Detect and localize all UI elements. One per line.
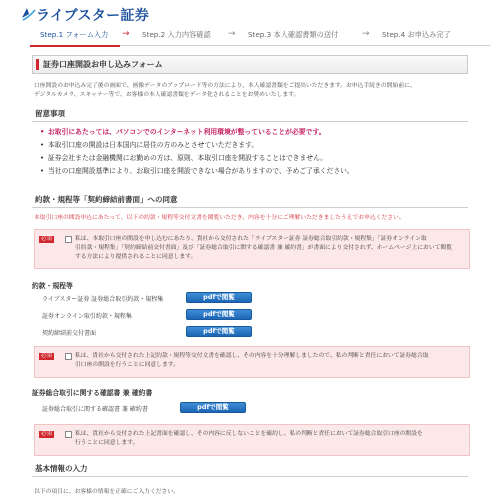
basic-info-note: 以下の項目に、お客様の情報を正確にご入力ください。	[34, 489, 179, 495]
notice-heading: 留意事項	[32, 108, 468, 122]
pdf-view-button-2[interactable]: pdfで閲覧	[186, 309, 252, 320]
site-header	[0, 0, 500, 28]
required-badge: 必須	[41, 431, 53, 437]
star-swoosh-icon	[20, 6, 36, 22]
agree-checkbox-3[interactable]	[65, 431, 72, 438]
confirm-heading: 証券総合取引に関する確認書 兼 確約書	[32, 389, 153, 397]
pdf-view-button-3[interactable]: pdfで閲覧	[186, 326, 252, 337]
agree-line: 行うことに同意します。	[75, 440, 139, 446]
step-2: Step.2 入力内容確認	[142, 30, 211, 39]
required-badge: 必須	[41, 353, 53, 359]
arrow-right-icon: →	[228, 29, 236, 39]
agree-line: する方法により提供されることに同意します。	[75, 254, 197, 260]
title-accent-bar	[36, 59, 39, 70]
doc-label: ライブスター証券 証券総合取引約款・規程集	[42, 296, 164, 303]
page-title-box	[32, 55, 468, 74]
notice-list	[40, 126, 470, 178]
step-4: Step.4 お申込み完了	[382, 30, 451, 39]
agree-checkbox-1[interactable]	[65, 236, 72, 243]
step-divider	[120, 45, 490, 46]
agree-checkbox-2[interactable]	[65, 353, 72, 360]
doc-label: 証券総合取引に関する確認書 兼 確約書	[42, 406, 148, 413]
pdf-view-button-4[interactable]: pdfで閲覧	[180, 402, 246, 413]
required-badge: 必須	[41, 236, 53, 242]
doc-label: 証券オンライン取引約款・規程集	[42, 313, 132, 320]
intro-line: 口座開設のお申込み完了後の画面で、画像データのアップロード等の方法により、本人確認書類をご提出いただきます。お申込手続きの開始前に、	[34, 83, 416, 89]
agree-line: 私は、貴社から交付された上記書面を確認し、その内容に反しないことを確約し、私の判断と責任において証券総合取引口座の開設を	[75, 431, 423, 437]
logo-text[interactable]: ライブスター証券	[36, 8, 149, 24]
agree-box-2	[34, 346, 470, 378]
agree-text-1	[75, 235, 465, 262]
notice-item: • 本取引口座の開設は日本国内に居住の方のみとさせていただきます。	[40, 139, 470, 152]
notice-item: • 証券会社または金融機関にお勤めの方は、原則、本取引口座を開設することはできません。	[40, 152, 470, 165]
notice-item: • 当社の口座開設基準により、お取引口座を開設できない場合がありますので、予めご了承ください。	[40, 165, 470, 178]
progress-steps	[30, 30, 485, 44]
agree-line: 私は、本取引口座の開設を申し込むにあたり、貴社から交付された「ライブスター証券 証券総合取引約款・規程集」「証券オンライン取	[75, 236, 427, 242]
agree-box-1	[34, 229, 470, 269]
arrow-right-icon: →	[122, 29, 130, 39]
agree-text-2	[75, 352, 465, 370]
page-title: 証券口座開設お申し込みフォーム	[43, 60, 163, 69]
active-step-underline	[30, 45, 120, 47]
agree-box-3	[34, 424, 470, 456]
step-1: Step.1 フォーム入力	[40, 30, 109, 39]
pdf-view-button-1[interactable]: pdfで閲覧	[186, 292, 252, 303]
arrow-right-icon: →	[362, 29, 370, 39]
docs-heading: 約款・規程等	[32, 282, 73, 290]
notice-item: • お取引にあたっては、パソコンでのインターネット利用環境が整っていることが必要です。	[40, 126, 470, 139]
intro-text	[34, 82, 474, 100]
agree-line: 引口座の開設を行うことに同意します。	[75, 362, 179, 368]
step-3: Step.3 本人確認書類の送付	[248, 30, 339, 39]
consent-heading: 約款・規程等「契約締結前書面」への同意	[32, 194, 468, 208]
agree-line: 私は、貴社から交付された上記約款・規程等交付文書を確認し、その内容を十分理解しましたので、私の判断と責任において証券総合取	[75, 353, 429, 359]
doc-label: 契約締結前交付書面	[42, 330, 97, 337]
intro-line: デジタルカメラ、スキャナー等で、お客様の本人確認書類をデータ化されることをお奨めいたします。	[34, 92, 300, 98]
agree-text-3	[75, 430, 465, 448]
agree-line: 引約款・規程集」「契約締結前交付書面」及び「証券総合取引に関する確認書 兼 確約書」が書面により交付されず、ホームページ上において閲覧	[75, 245, 453, 251]
basic-info-heading: 基本情報の入力	[32, 463, 468, 477]
consent-red-note: 本取引口座の開設申込にあたって、以下の約款・規程等交付文書を閲覧いただき、内容を十分にご理解いただきましたうえでお申込ください。	[34, 215, 405, 221]
